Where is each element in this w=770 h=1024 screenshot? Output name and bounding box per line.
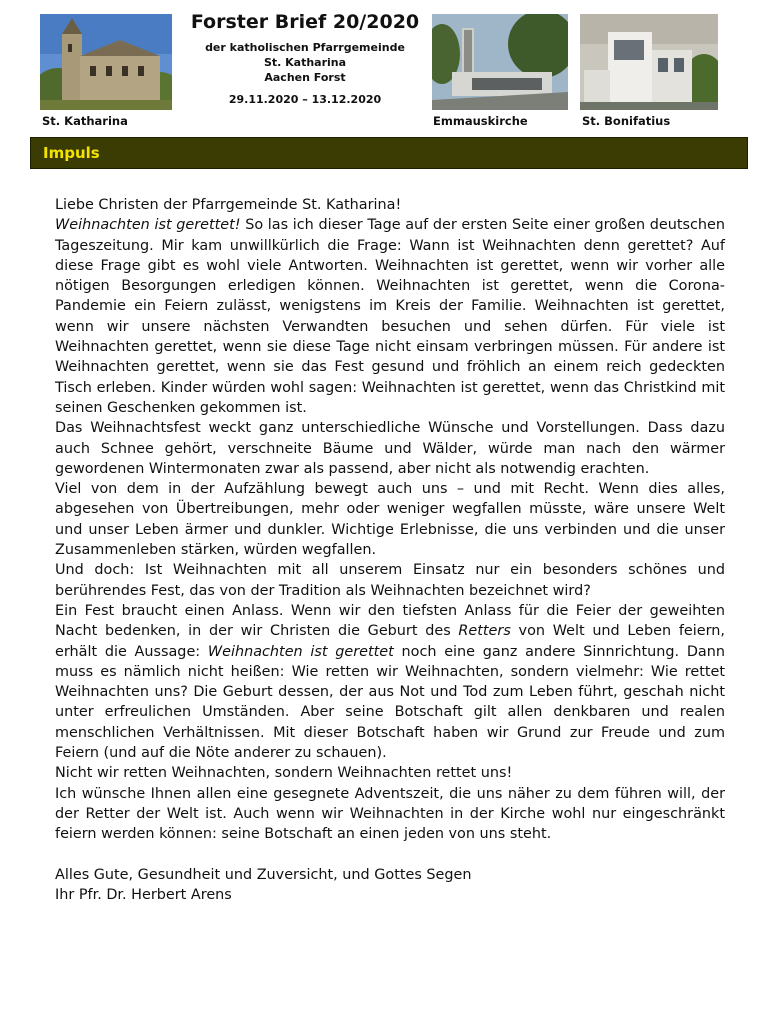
letter-body	[55, 195, 725, 905]
paragraph-1	[55, 215, 725, 418]
subtitle-line-2: St. Katharina	[263, 56, 347, 69]
caption-st-katharina: St. Katharina	[42, 114, 128, 128]
caption-emmauskirche: Emmauskirche	[433, 114, 528, 128]
subtitle-line-1: der katholischen Pfarrgemeinde	[205, 41, 405, 54]
paragraph-4: Und doch: Ist Weihnachten mit all unserem Einsatz nur ein besonders schönes und berührendes Fest, das von der Tradition als Weihnachten bezeichnet wird?	[55, 562, 725, 599]
paragraph-5-emphasis-quote: Weihnachten ist gerettet	[207, 643, 394, 660]
paragraph-5-text-a: Ein Fest braucht einen Anlass. Wenn wir den tiefsten Anlass für die Feier der geweihten Nacht bedenken, in der wir Christen die Geburt des	[55, 602, 725, 640]
paragraph-6: Nicht wir retten Weihnachten, sondern Weihnachten rettet uns!	[55, 765, 513, 782]
paragraph-5-emphasis-retters: Retters	[458, 623, 511, 640]
subtitle-line-3: Aachen Forst	[264, 71, 346, 84]
section-title: Impuls	[43, 144, 100, 162]
section-header-impuls	[30, 137, 748, 169]
photo-st-katharina	[40, 14, 172, 110]
signature: Ihr Pfr. Dr. Herbert Arens	[55, 886, 232, 903]
issue-dates: 29.11.2020 – 13.12.2020	[228, 93, 382, 106]
paragraph-5-text-c: noch eine ganz andere Sinnrichtung. Dann muss es nämlich nicht heißen: Wie retten wir Weihnachten, sondern vielmehr: Wie rettet Weihnachten uns? Die Geburt dessen, der aus Not und Tod zum Leben führt, geschah nicht unter erfreulichen Umständen. Aber seine Botschaft gilt allen denkbaren und realen menschlichen Verhältnissen. Mit dieser Botschaft haben wir Grund zur Freude und zum Feiern (und auf die Nöte anderer zu schauen).	[55, 643, 725, 762]
paragraph-5-text-b: von Welt und Leben feiern, erhält die Aussage:	[55, 623, 725, 660]
caption-st-bonifatius: St. Bonifatius	[582, 114, 671, 128]
paragraph-3: Viel von dem in der Aufzählung bewegt auch uns – und mit Recht. Wenn dies alles, abgesehen von Übertreibungen, mehr oder weniger wegfallen müsste, wäre unsere Welt und unser Leben ärmer und dunkler. Wichtige Erlebnisse, die uns verbinden und die unser Zusammenleben stärken, würden wegfallen.	[55, 481, 725, 559]
masthead	[175, 10, 435, 106]
paragraph-7: Ich wünsche Ihnen allen eine gesegnete Adventszeit, die uns näher zu dem führen will, der der Retter der Welt ist. Auch wenn wir Weihnachten in der Kirche wohl nur eingeschränkt feiern werden können: seine Botschaft an einen jeden von uns steht.	[55, 785, 725, 843]
letter-greeting: Liebe Christen der Pfarrgemeinde St. Katharina!	[55, 197, 402, 213]
paragraph-1-text: So las ich dieser Tage auf der ersten Seite einer großen deutschen Tageszeitung. Mir kam unwillkürlich die Frage: Wann ist Weihnachten denn gerettet? Auf diese Frage gibt es wohl viele Antworten. Weihnachten ist gerettet, wenn wir vorher alle nötigen Besorgungen erledigen können. Weihnachten ist gerettet, wenn die Corona-Pandemie ein Feiern zulässt, wenigstens im Kreis der Familie. Weihnachten ist gerettet, wenn wir unsere nächsten Verwandten besuchen und sehen dürfen. Für viele ist Weihnachten gerettet, wenn sie diese Tage nicht einsam verbringen müssen. Für andere ist Weihnachten gerettet, wenn sie das Fest gesund und fröhlich an einem reich gedeckten Tisch erleben. Kinder würden wohl sagen: Weihnachten ist gerettet, wenn das Christkind mit seinen Geschenken gekommen ist.	[55, 217, 725, 416]
paragraph-5	[55, 601, 725, 763]
photo-st-bonifatius	[580, 14, 718, 110]
photo-emmauskirche	[432, 14, 568, 110]
closing-line: Alles Gute, Gesundheit und Zuversicht, und Gottes Segen	[55, 866, 472, 883]
paragraph-2: Das Weihnachtsfest weckt ganz unterschiedliche Wünsche und Vorstellungen. Dass dazu auch Schnee gehört, verschneite Bäume und Wälder, würde man nach den wärmer gewordenen Wintermonaten zwar als passend, aber nicht als notwendig erachten.	[55, 420, 725, 477]
newsletter-title: Forster Brief 20/2020	[190, 11, 420, 33]
paragraph-1-emphasis: Weihnachten ist gerettet!	[55, 217, 241, 234]
